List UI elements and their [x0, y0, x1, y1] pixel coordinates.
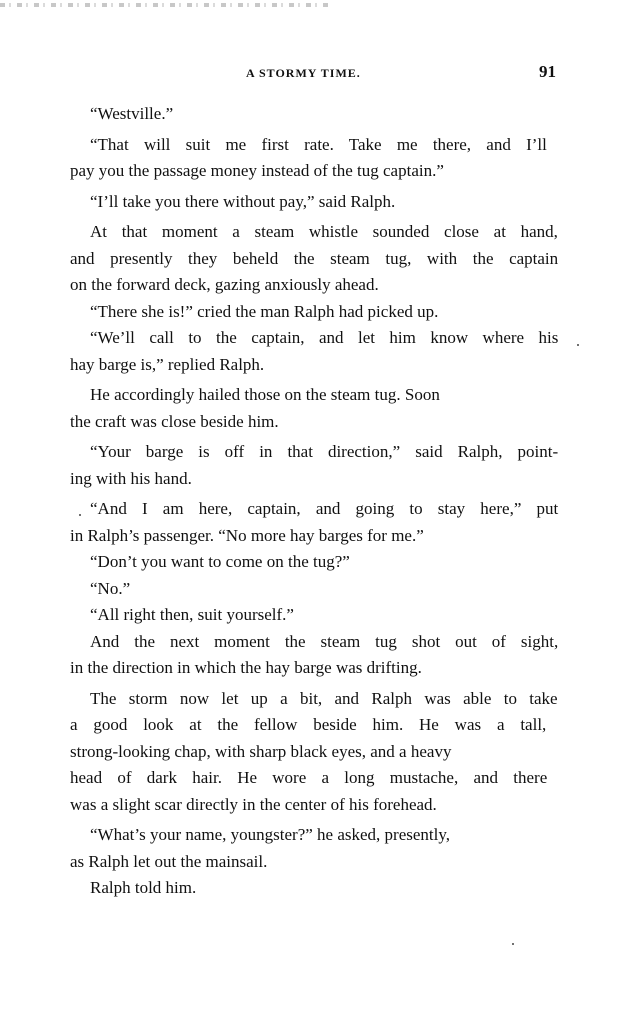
paragraph — [70, 299, 558, 326]
text-line: The storm now let up a bit, and Ralph was able to take — [90, 688, 558, 708]
paragraph — [70, 822, 558, 875]
paragraph — [70, 219, 558, 299]
paragraph — [70, 875, 558, 902]
text-line: At that moment a steam whistle sounded close at hand, — [90, 222, 558, 241]
text-line: “And I am here, captain, and going to stay here,” put — [90, 499, 559, 518]
text-line: “There she is!” cried the man Ralph had picked up. — [90, 301, 439, 321]
page-number: 91 — [539, 62, 556, 81]
text-line: the craft was close beside him. — [70, 411, 279, 431]
scan-speck — [577, 344, 579, 346]
text-line: strong-looking chap, with sharp black eyes, and a heavy — [70, 741, 452, 761]
text-line: a good look at the fellow beside him. He was a tall, — [70, 715, 547, 734]
text-line: Ralph told him. — [90, 878, 197, 897]
text-line: on the forward deck, gazing anxiously ahead. — [70, 275, 379, 294]
paragraph — [70, 132, 558, 185]
text-line: pay you the passage money instead of the tug captain.” — [70, 161, 444, 180]
text-line: hay barge is,” replied Ralph. — [70, 354, 265, 374]
text-line: head of dark hair. He wore a long mustache, and there — [70, 768, 548, 787]
paragraph — [70, 629, 558, 682]
text-line: “What’s your name, youngster?” he asked, presently, — [90, 825, 451, 844]
text-line: “Your barge is off in that direction,” said Ralph, point- — [90, 442, 559, 461]
text-line: “Don’t you want to come on the tug?” — [90, 552, 350, 571]
text-line: ing with his hand. — [70, 468, 192, 488]
text-line: as Ralph let out the mainsail. — [70, 851, 268, 871]
text-line: in the direction in which the hay barge was drifting. — [70, 658, 422, 677]
text-line: “That will suit me first rate. Take me there, and I’ll — [90, 134, 547, 154]
body-text — [70, 101, 558, 902]
text-line: “All right then, suit yourself.” — [90, 605, 294, 624]
paragraph — [70, 549, 558, 576]
paragraph — [70, 382, 558, 435]
text-line: was a slight scar directly in the center of his forehead. — [70, 794, 437, 814]
running-title: A STORMY TIME. — [246, 66, 361, 80]
page-header — [70, 62, 558, 86]
text-line: “Westville.” — [90, 104, 174, 123]
paragraph — [70, 496, 558, 549]
paragraph — [70, 325, 558, 378]
text-line: “No.” — [90, 578, 131, 598]
paragraph — [70, 439, 558, 492]
paragraph — [70, 602, 558, 629]
text-line: and presently they beheld the steam tug, with the captain — [70, 248, 559, 268]
text-line: “We’ll call to the captain, and let him know where his — [90, 328, 559, 347]
paragraph — [70, 686, 558, 819]
paragraph — [70, 576, 558, 603]
paragraph — [70, 101, 558, 128]
text-line: He accordingly hailed those on the steam tug. Soon — [90, 385, 440, 404]
scan-speck — [79, 514, 81, 516]
paragraph — [70, 189, 558, 216]
scan-speck — [512, 943, 514, 945]
text-line: “I’ll take you there without pay,” said Ralph. — [90, 191, 396, 211]
text-line: in Ralph’s passenger. “No more hay barges for me.” — [70, 525, 424, 545]
text-line: And the next moment the steam tug shot out of sight, — [90, 631, 559, 651]
scan-artifact — [0, 3, 330, 7]
